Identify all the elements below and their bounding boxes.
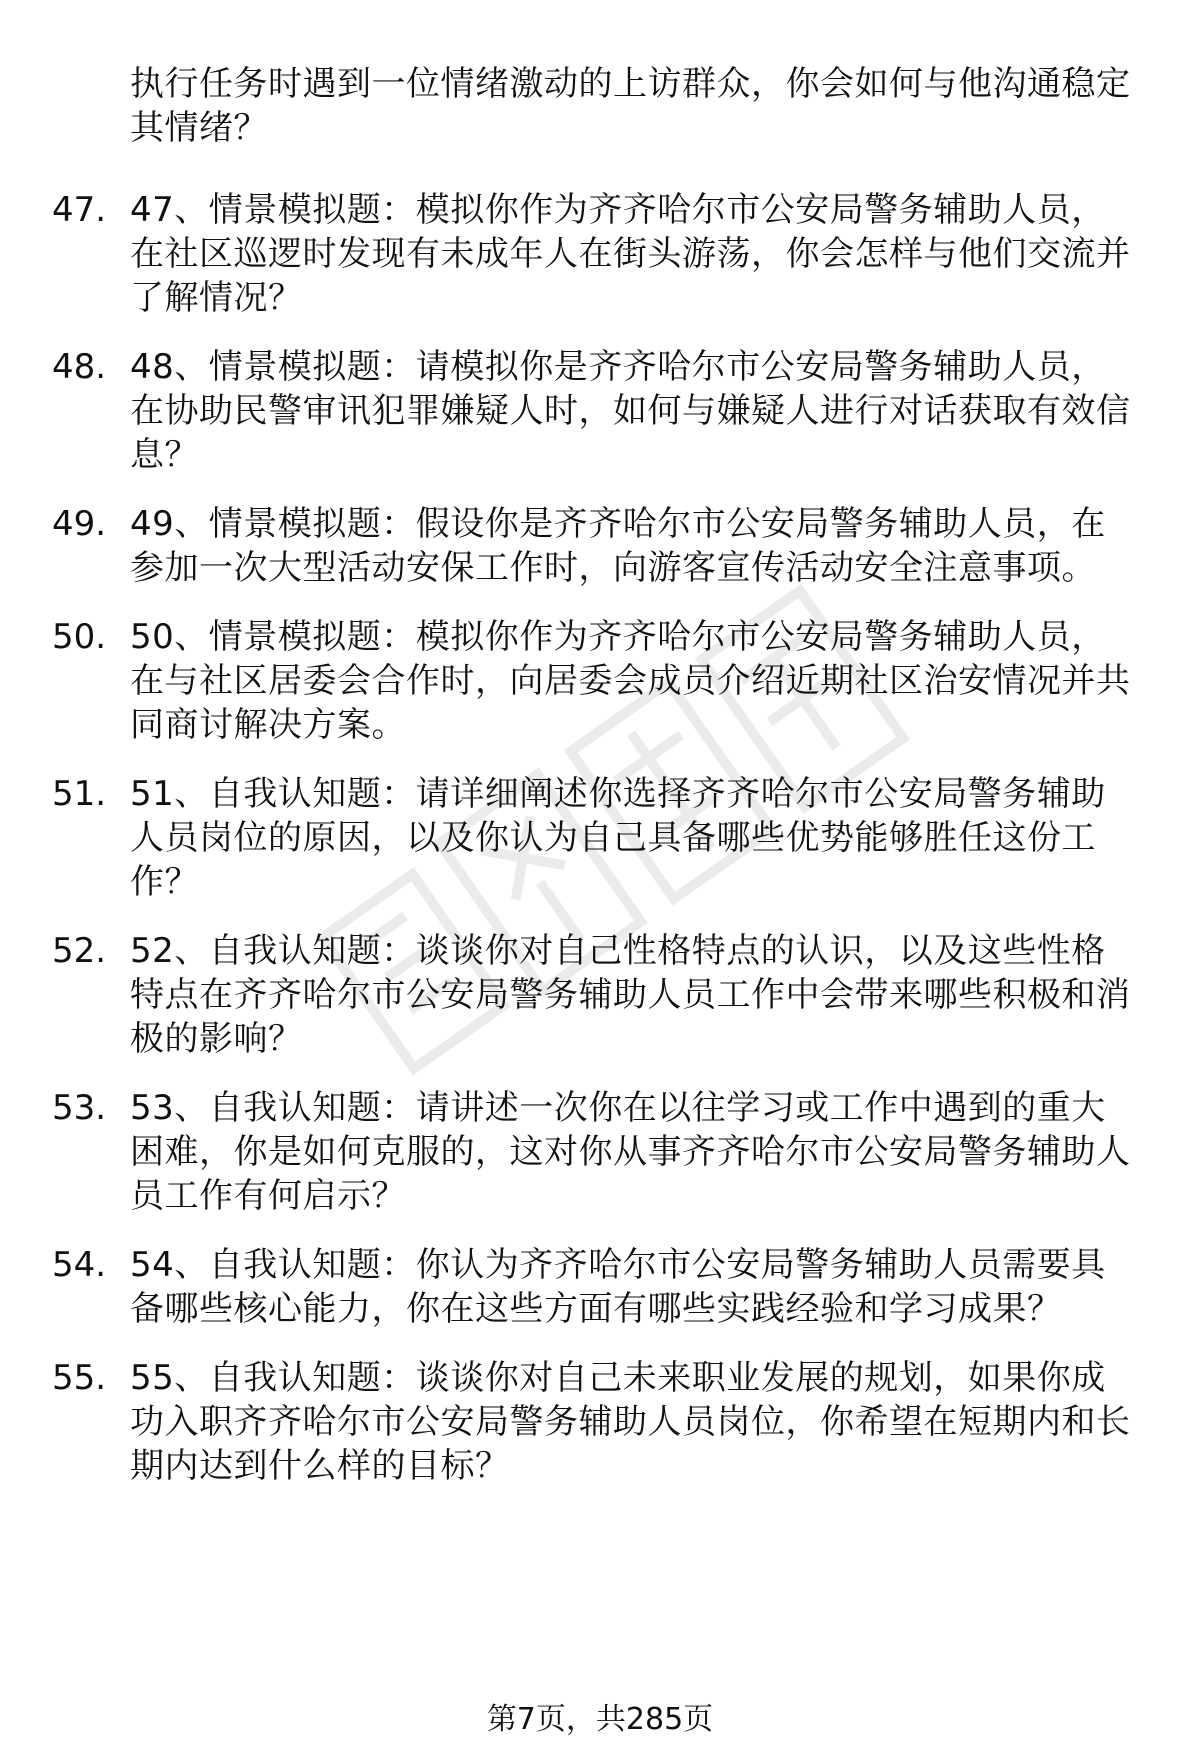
- question-item: [0, 615, 1200, 747]
- question-text: 51、自我认知题：请详细阐述你选择齐齐哈尔市公安局警务辅助人员岗位的原因，以及你认为自己具备哪些优势能够胜任这份工作？: [130, 774, 1106, 902]
- question-item: [0, 1086, 1200, 1218]
- question-item: [0, 1356, 1200, 1488]
- question-item: [0, 1243, 1200, 1331]
- question-number: 49.: [52, 504, 107, 544]
- question-item: [0, 345, 1200, 477]
- question-number: 48.: [52, 347, 107, 387]
- question-text: 47、情景模拟题：模拟你作为齐齐哈尔市公安局警务辅助人员，在社区巡逻时发现有未成年人在街头游荡，你会怎样与他们交流并了解情况？: [130, 190, 1131, 318]
- question-list: [0, 188, 1200, 1513]
- continuation-text: 执行任务时遇到一位情绪激动的上访群众，你会如何与他沟通稳定其情绪？: [130, 64, 1131, 148]
- question-text: 54、自我认知题：你认为齐齐哈尔市公安局警务辅助人员需要具备哪些核心能力，你在这些方面有哪些实践经验和学习成果？: [130, 1245, 1106, 1329]
- question-number: 53.: [52, 1088, 107, 1128]
- question-text: 48、情景模拟题：请模拟你是齐齐哈尔市公安局警务辅助人员，在协助民警审讯犯罪嫌疑人时，如何与嫌疑人进行对话获取有效信息？: [130, 347, 1131, 475]
- question-item: [0, 772, 1200, 904]
- question-text: 55、自我认知题：谈谈你对自己未来职业发展的规划，如果你成功入职齐齐哈尔市公安局警务辅助人员岗位，你希望在短期内和长期内达到什么样的目标？: [130, 1358, 1131, 1486]
- question-item: [0, 188, 1200, 320]
- question-number: 52.: [52, 931, 107, 971]
- question-number: 54.: [52, 1245, 107, 1285]
- question-text: 53、自我认知题：请讲述一次你在以往学习或工作中遇到的重大困难，你是如何克服的，这对你从事齐齐哈尔市公安局警务辅助人员工作有何启示？: [130, 1088, 1131, 1216]
- question-number: 50.: [52, 617, 107, 657]
- question-number: 47.: [52, 190, 107, 230]
- question-number: 55.: [52, 1358, 107, 1398]
- question-text: 52、自我认知题：谈谈你对自己性格特点的认识，以及这些性格特点在齐齐哈尔市公安局警务辅助人员工作中会带来哪些积极和消极的影响？: [130, 931, 1131, 1059]
- question-text: 49、情景模拟题：假设你是齐齐哈尔市公安局警务辅助人员，在参加一次大型活动安保工作时，向游客宣传活动安全注意事项。: [130, 504, 1106, 588]
- question-number: 51.: [52, 774, 107, 814]
- question-item: [0, 929, 1200, 1061]
- page-footer: 第7页，共285页: [486, 1702, 714, 1737]
- question-item: [0, 502, 1200, 590]
- question-text: 50、情景模拟题：模拟你作为齐齐哈尔市公安局警务辅助人员，在与社区居委会合作时，向居委会成员介绍近期社区治安情况并共同商讨解决方案。: [130, 617, 1131, 745]
